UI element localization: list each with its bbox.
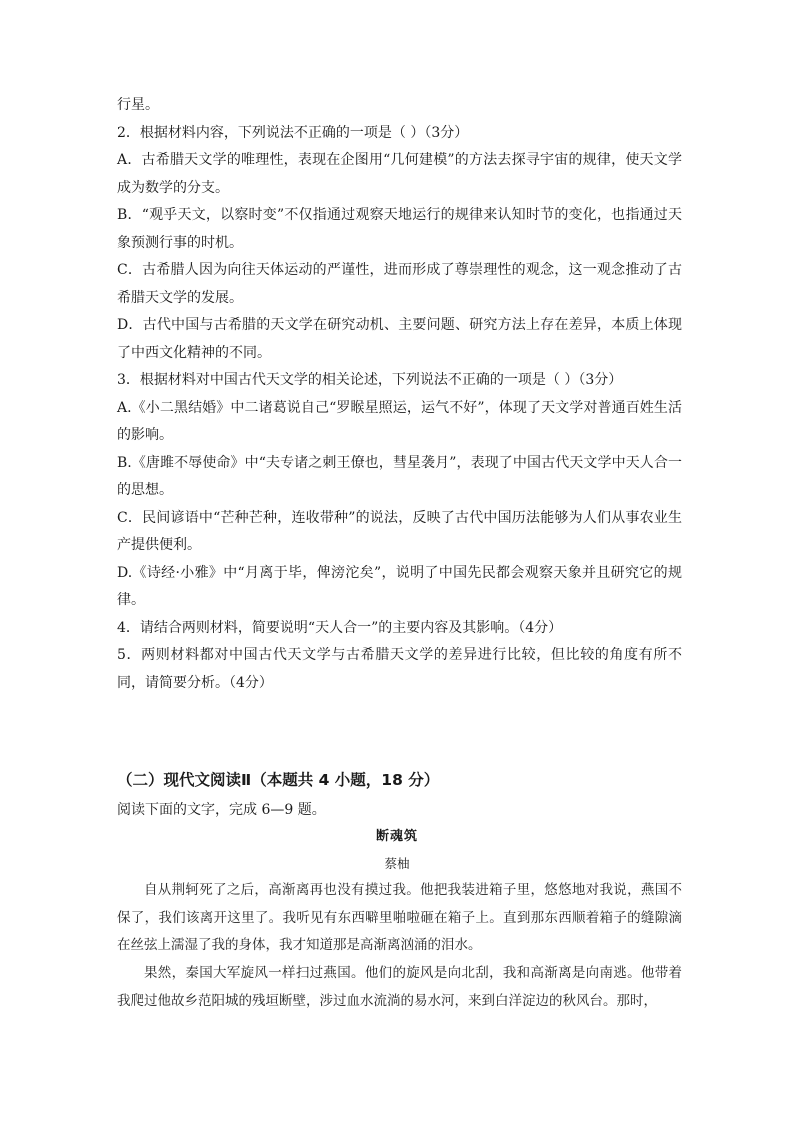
question-block (117, 92, 682, 697)
story-paragraph-1: 自从荆轲死了之后，高渐离再也没有摸过我。他把我装进箱子里，悠悠地对我说，燕国不保了，我们该离开这里了。我听见有东西噼里啪啦砸在箱子上。直到那东西顺着箱子的缝隙滴在丝弦上濡湿了我的身体，我才知道那是高渐离汹涌的泪水。 (117, 882, 682, 953)
question-3-option-c: C．民间谚语中“芒种芒种，连收带种”的说法，反映了古代中国历法能够为人们从事农业生产提供便利。 (117, 509, 682, 553)
story-title: 断魂筑 (375, 829, 418, 844)
section-title: （二）现代文阅读Ⅱ（本题共 4 小题，18 分） (117, 771, 440, 789)
section-intro: 阅读下面的文字，完成 6—9 题。 (117, 802, 326, 818)
question-2-option-b: B．“观乎天文，以察时变”不仅指通过观察天地运行的规律来认知时节的变化，也指通过天象预测行事的时机。 (117, 207, 682, 251)
question-4: 4．请结合两则材料，简要说明“天人合一”的主要内容及其影响。（4分） (117, 619, 563, 636)
carry-over-line: 行星。 (117, 97, 159, 113)
question-2-stem: 2．根据材料内容，下列说法不正确的一项是（ ）（3分） (117, 124, 469, 141)
question-3-option-d: D.《诗经·小雅》中“月离于毕，俾滂沱矣”，说明了中国先民都会观察天象并且研究它的规律。 (117, 564, 682, 608)
question-5: 5．两则材料都对中国古代天文学与古希腊天文学的差异进行比较，但比较的角度有所不同，请简要分析。（4分） (117, 647, 682, 691)
question-2-option-a: A．古希腊天文学的唯理性，表现在企图用“几何建模”的方法去探寻宇宙的规律，使天文学成为数学的分支。 (117, 152, 682, 196)
question-3-stem: 3．根据材料对中国古代天文学的相关论述，下列说法不正确的一项是（ ）（3分） (117, 372, 623, 388)
question-3-option-a: A.《小二黑结婚》中二诸葛说自己“罗睺星照运，运气不好”，体现了天文学对普通百姓生活的影响。 (117, 399, 682, 443)
story-paragraph-2: 果然，秦国大军旋风一样扫过燕国。他们的旋风是向北刮，我和高渐离是向南逃。他带着我爬过他故乡范阳城的残垣断壁，涉过血水流淌的易水河，来到白洋淀边的秋风台。那时， (117, 965, 682, 1009)
question-2-option-d: D．古代中国与古希腊的天文学在研究动机、主要问题、研究方法上存在差异，本质上体现了中西文化精神的不同。 (117, 317, 682, 361)
story-author: 蔡柚 (384, 856, 410, 871)
question-3-option-b: B.《唐雎不辱使命》中“夫专诸之刺王僚也，彗星袭月”，表现了中国古代天文学中天人合一的思想。 (117, 454, 682, 498)
question-2-option-c: C．古希腊人因为向往天体运动的严谨性，进而形成了尊崇理性的观念，这一观念推动了古希腊天文学的发展。 (117, 262, 682, 306)
